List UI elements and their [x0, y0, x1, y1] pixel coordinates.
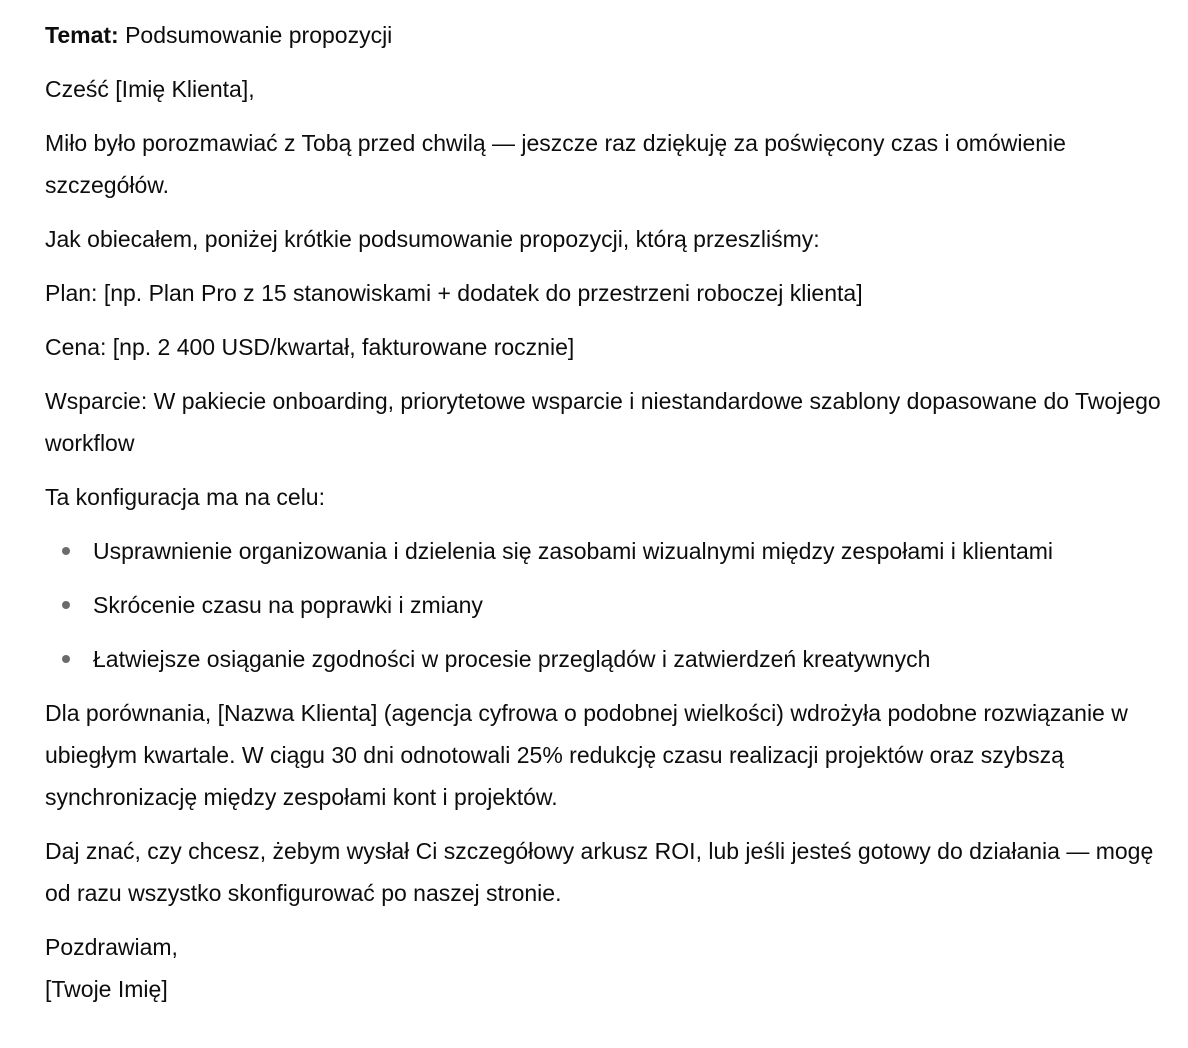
- plan-line: Plan: [np. Plan Pro z 15 stanowiskami + dodatek do przestrzeni roboczej klienta]: [45, 280, 863, 306]
- goal-intro: Ta konfiguracja ma na celu:: [45, 484, 325, 510]
- list-item-text: Skrócenie czasu na poprawki i zmiany: [93, 592, 483, 618]
- list-item-text: Łatwiejsze osiąganie zgodności w procesie przeglądów i zatwierdzeń kreatywnych: [93, 646, 931, 672]
- list-item: [45, 638, 1174, 680]
- cta-paragraph: Daj znać, czy chcesz, żebym wysłał Ci szczegółowy arkusz ROI, lub jeśli jesteś gotowy do działania — mogę od razu wszystko skonfigurować po naszej stronie.: [45, 838, 1154, 906]
- subject-text: Podsumowanie propozycji: [118, 22, 393, 48]
- closing: Pozdrawiam,: [45, 934, 178, 960]
- list-item: [45, 584, 1174, 626]
- list-item-text: Usprawnienie organizowania i dzielenia się zasobami wizualnymi między zespołami i klientami: [93, 538, 1054, 564]
- promise-paragraph: Jak obiecałem, poniżej krótkie podsumowanie propozycji, którą przeszliśmy:: [45, 226, 820, 252]
- greeting: Cześć [Imię Klienta],: [45, 76, 255, 102]
- bullet-icon: [62, 655, 70, 663]
- price-line: Cena: [np. 2 400 USD/kwartał, fakturowane rocznie]: [45, 334, 575, 360]
- intro-paragraph: Miło było porozmawiać z Tobą przed chwilą — jeszcze raz dziękuję za poświęcony czas i omówienie szczegółów.: [45, 130, 1066, 198]
- subject-label: Temat:: [45, 22, 119, 48]
- comparison-paragraph: Dla porównania, [Nazwa Klienta] (agencja cyfrowa o podobnej wielkości) wdrożyła podobne rozwiązanie w ubiegłym kwartale. W ciągu 30 dni odnotowali 25% redukcję czasu realizacji projektów oraz szybszą synchronizację między zespołami kont i projektów.: [45, 700, 1128, 810]
- subject-line: [45, 14, 1174, 56]
- support-line: Wsparcie: W pakiecie onboarding, priorytetowe wsparcie i niestandardowe szablony dopasowane do Twojego workflow: [45, 388, 1161, 456]
- goals-list: [45, 530, 1174, 680]
- bullet-icon: [62, 547, 70, 555]
- bullet-icon: [62, 601, 70, 609]
- list-item: [45, 530, 1174, 572]
- signature: [Twoje Imię]: [45, 976, 168, 1002]
